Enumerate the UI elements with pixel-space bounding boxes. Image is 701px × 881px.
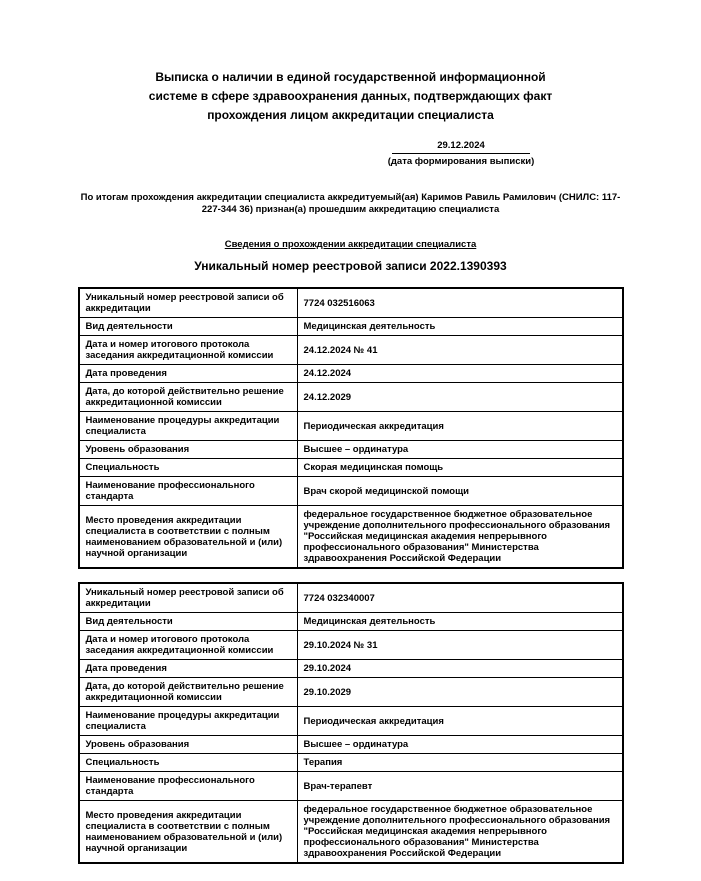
title-line-2: системе в сфере здравоохранения данных, подтверждающих факт	[148, 89, 553, 103]
table-row	[79, 583, 623, 613]
table-row	[79, 441, 623, 459]
table-row	[79, 412, 623, 441]
table-row	[79, 318, 623, 336]
field-label: Дата, до которой действительно решение аккредитационной комиссии	[79, 383, 298, 412]
field-value: федеральное государственное бюджетное образовательное учреждение дополнительного профессионального образования "Российская медицинская академия непрерывного профессионального образования" Министерства здравоохранения Российской Федерации	[297, 506, 623, 569]
field-label: Вид деятельности	[79, 613, 298, 631]
field-label: Наименование профессионального стандарта	[79, 477, 298, 506]
table-row	[79, 288, 623, 318]
table-row	[79, 365, 623, 383]
intro-paragraph: По итогам прохождения аккредитации специалиста аккредитуемый(ая) Каримов Равиль Рамилович (СНИЛС: 117-227-344 36) признан(а) прошедшим аккредитацию специалиста	[80, 192, 621, 215]
field-value: федеральное государственное бюджетное образовательное учреждение дополнительного профессионального образования "Российская медицинская академия непрерывного профессионального образования" Министерства здравоохранения Российской Федерации	[297, 801, 623, 864]
table-row	[79, 459, 623, 477]
table-row	[79, 613, 623, 631]
title-line-1: Выписка о наличии в единой государственной информационной	[155, 70, 546, 84]
extract-date-block	[381, 140, 541, 167]
field-label: Наименование процедуры аккредитации специалиста	[79, 707, 298, 736]
date-underline	[392, 153, 530, 154]
table-row	[79, 660, 623, 678]
field-label: Дата проведения	[79, 660, 298, 678]
document-title	[91, 68, 611, 125]
table-row	[79, 678, 623, 707]
field-label: Наименование профессионального стандарта	[79, 772, 298, 801]
table-row	[79, 736, 623, 754]
field-label: Дата, до которой действительно решение аккредитационной комиссии	[79, 678, 298, 707]
table-row	[79, 772, 623, 801]
field-value: Врач скорой медицинской помощи	[297, 477, 623, 506]
accreditation-table-1	[78, 287, 624, 569]
field-value: Врач-терапевт	[297, 772, 623, 801]
extract-date-caption: (дата формирования выписки)	[387, 156, 535, 167]
field-label: Дата и номер итогового протокола заседания аккредитационной комиссии	[79, 631, 298, 660]
field-value: 7724 032516063	[297, 288, 623, 318]
registry-record-heading: Уникальный номер реестровой записи 2022.1390393	[194, 259, 507, 273]
field-label: Дата и номер итогового протокола заседания аккредитационной комиссии	[79, 336, 298, 365]
field-value: 24.12.2024 № 41	[297, 336, 623, 365]
table-row	[79, 754, 623, 772]
field-value: Периодическая аккредитация	[297, 412, 623, 441]
field-value: Высшее – ординатура	[297, 441, 623, 459]
field-label: Дата проведения	[79, 365, 298, 383]
field-label: Специальность	[79, 754, 298, 772]
table-row	[79, 383, 623, 412]
field-value: 29.10.2024	[297, 660, 623, 678]
table-row	[79, 477, 623, 506]
field-label: Вид деятельности	[79, 318, 298, 336]
field-label: Наименование процедуры аккредитации специалиста	[79, 412, 298, 441]
extract-date: 29.12.2024	[437, 140, 485, 151]
field-value: Медицинская деятельность	[297, 613, 623, 631]
field-value: Периодическая аккредитация	[297, 707, 623, 736]
field-value: Терапия	[297, 754, 623, 772]
title-line-3: прохождения лицом аккредитации специалиста	[207, 108, 494, 122]
field-value: 29.10.2024 № 31	[297, 631, 623, 660]
field-value: 29.10.2029	[297, 678, 623, 707]
table-row	[79, 336, 623, 365]
field-label: Уникальный номер реестровой записи об аккредитации	[79, 288, 298, 318]
table-row	[79, 801, 623, 864]
field-value: Высшее – ординатура	[297, 736, 623, 754]
field-label: Уровень образования	[79, 441, 298, 459]
field-value: 24.12.2024	[297, 365, 623, 383]
field-label: Место проведения аккредитации специалиста в соответствии с полным наименованием образовательной и (или) научной организации	[79, 801, 298, 864]
field-label: Уровень образования	[79, 736, 298, 754]
field-value: 7724 032340007	[297, 583, 623, 613]
section-heading: Сведения о прохождении аккредитации специалиста	[224, 239, 477, 250]
table-row	[79, 631, 623, 660]
accreditation-table-2	[78, 582, 624, 864]
field-label: Уникальный номер реестровой записи об аккредитации	[79, 583, 298, 613]
field-label: Специальность	[79, 459, 298, 477]
field-value: Скорая медицинская помощь	[297, 459, 623, 477]
field-label: Место проведения аккредитации специалиста в соответствии с полным наименованием образовательной и (или) научной организации	[79, 506, 298, 569]
table-row	[79, 506, 623, 569]
field-value: Медицинская деятельность	[297, 318, 623, 336]
table-row	[79, 707, 623, 736]
field-value: 24.12.2029	[297, 383, 623, 412]
